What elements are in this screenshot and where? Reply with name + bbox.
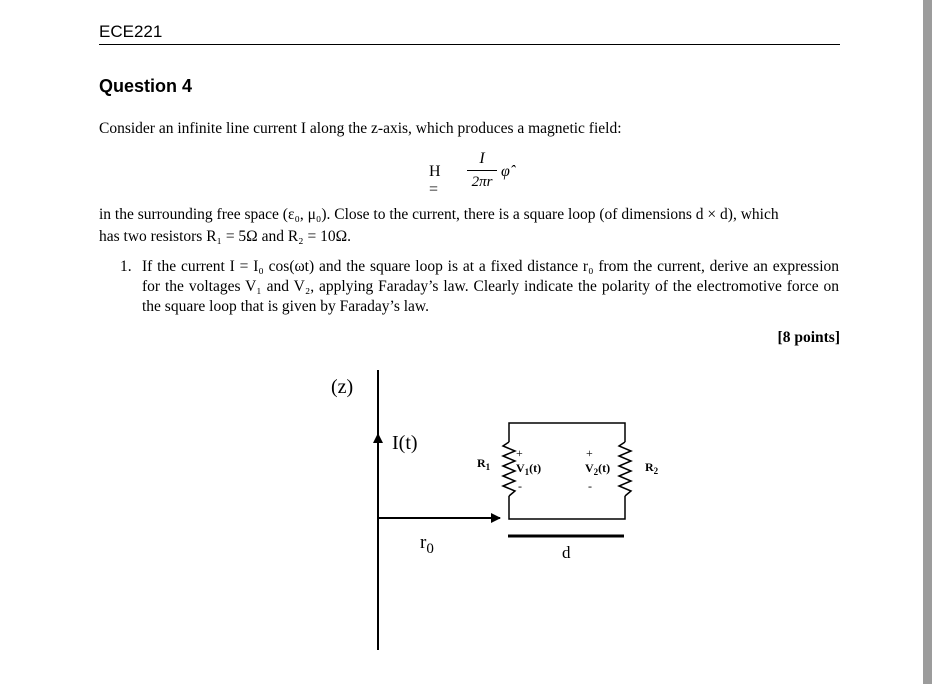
loop-top-wire (509, 423, 625, 442)
item-number: 1. (120, 258, 132, 275)
v2-plus: + (586, 446, 593, 460)
course-code: ECE221 (99, 22, 163, 41)
equation-numerator: I (479, 150, 485, 167)
context-line-3: has two resistors R₁ = 5Ω and R₂ = 10Ω. (99, 228, 351, 245)
v1-label-main: V (516, 461, 525, 475)
v2-label-subscript: 2 (593, 467, 599, 477)
intro-paragraph: Consider an infinite line current I along the z-axis, which produces a magnetic field: (99, 120, 622, 137)
question-title: Question 4 (99, 76, 193, 96)
v1-minus: - (518, 479, 522, 493)
context-line-2: in the surrounding free space (ε₀, μ₀). Close to the current, there is a square loop (of dimensions d × d), which (99, 206, 779, 223)
r1-label (477, 456, 491, 472)
points-label: [8 points] (777, 329, 840, 346)
equation-unit-vector: φ̂ (501, 163, 510, 180)
equation-denominator: 2πr (471, 174, 493, 190)
v1-label (516, 461, 541, 477)
v1-plus: + (516, 446, 523, 460)
z-axis-label: (z) (331, 376, 354, 398)
current-label: I(t) (392, 432, 418, 454)
v2-minus: - (588, 479, 592, 493)
distance-label-main: r (420, 532, 427, 553)
r1-label-subscript: 1 (485, 462, 491, 472)
v1-label-suffix: (t) (529, 461, 542, 475)
v2-label (585, 461, 610, 477)
distance-label-subscript: 0 (426, 541, 434, 557)
equation-lhs: H = (429, 163, 441, 198)
r2-label-main: R (645, 460, 654, 474)
resistor-r2 (619, 442, 631, 496)
v2-label-main: V (585, 461, 594, 475)
side-label: d (562, 543, 571, 562)
loop-bottom-wire (509, 496, 625, 519)
r1-label-main: R (477, 456, 486, 470)
v2-label-suffix: (t) (598, 461, 611, 475)
distance-label (420, 532, 434, 557)
r2-label (645, 460, 659, 476)
r2-label-subscript: 2 (653, 466, 659, 476)
v1-label-subscript: 1 (524, 467, 530, 477)
item-text: If the current I = I₀ cos(ωt) and the square loop is at a fixed distance r₀ from the current, derive an expression for the voltages V₁ and V₂, applying Faraday’s law. Clearly indicate the polarity of the electromotive force on the square loop that is given by Faraday’s law. (142, 258, 839, 315)
resistor-r1 (503, 442, 515, 496)
